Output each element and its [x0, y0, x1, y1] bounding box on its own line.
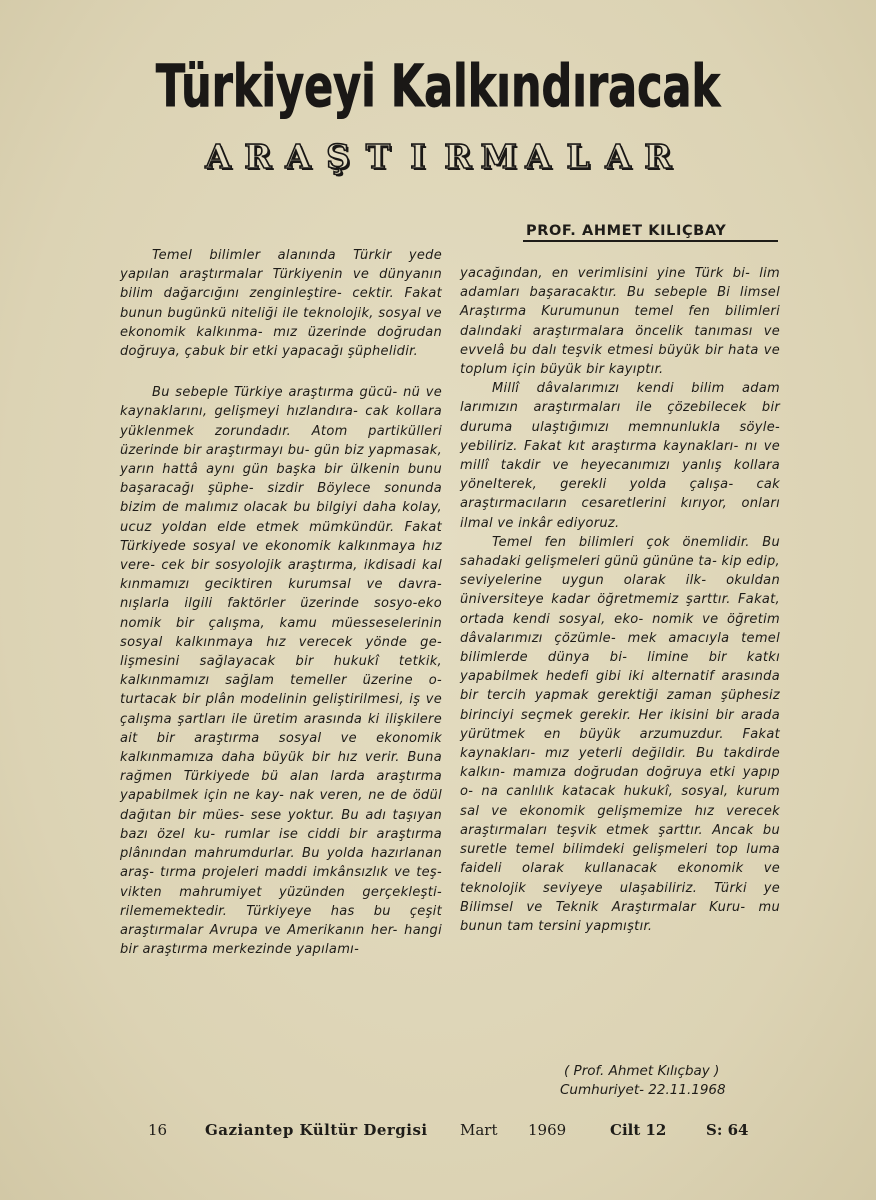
subtitle-letter: T — [361, 137, 396, 177]
issue-number: S: 64 — [706, 1121, 749, 1139]
subtitle-letter: A — [521, 137, 556, 177]
author-byline: PROF. AHMET KILIÇBAY — [526, 223, 727, 239]
subtitle-letter: M — [480, 137, 518, 176]
subtitle-letter: L — [561, 137, 596, 177]
subtitle-letter: A — [281, 137, 316, 177]
left-column — [120, 246, 442, 959]
byline-underline — [523, 240, 778, 242]
issue-month: Mart — [460, 1121, 498, 1139]
volume-number: Cilt 12 — [610, 1121, 667, 1139]
article-title: Türkiyeyi Kalkındıracak — [155, 52, 721, 120]
subtitle-letter: R — [241, 137, 276, 177]
subtitle-letter: Ş — [321, 137, 356, 177]
paragraph: yacağından, en verimlisini yine Türk bi- lim adamları başaracaktır. Bu sebeple Bi limsel Araştırma Kurumunun temel fen bilimleri dalındaki araştırmalara öncelik tanıması ve evvelâ bu dalı teşvik etmesi büyük bir hata ve toplum için büyük bir kayıptır. — [460, 266, 780, 378]
subtitle-letter: R — [641, 137, 676, 177]
signature-block — [560, 1062, 726, 1100]
paragraph: Bu sebeple Türkiye araştırma gücü- nü ve kaynaklarını, gelişmeyi hızlandıra- cak kollara yüklenmek zorundadır. Atom partikülleri üzerinde bir araştırmayı bu- gün biz yapmasak, yarın hattâ aynı gün başka bir ülkenin bunu başaracağı şüphe- sizdir Böylece sonunda bizim de malımız olacak bu bilgiyi daha kolay, ucuz yoldan elde etmek mümkündür. Fakat Türkiyede sosyal ve ekonomik kalkınmaya hız vere- cek bir sosyolojik araştırma, ikdisadi kal kınmamızı geciktiren kurumsal ve davra- nışlarla ilgili faktörler üzerinde sosyo-eko nomik bir çalışma, kamu müesseselerinin sosyal kalkınmaya hız verecek yönde ge- lişmesini sağlayacak bir hukukî tetkik, kalkınmamızı sağlam temeller üzerine o- turtacak bir plân modelinin geliştirilmesi, iş ve çalışma şartları ile üretim arasında ki ilişkilere ait bir araştırma sosyal ve ekonomik kalkınmamıza daha büyük bir hız verir. Buna rağmen Türkiyede bü alan larda araştırma yapabilmek için ne kay- nak veren, ne de ödül dağıtan bir mües- sese yoktur. Bu adı taşıyan bazı özel ku- rumlar ise ciddi bir araştırma plânından mahrumdurlar. Bu yolda hazırlanan araş- tırma projeleri maddi imkânsızlık ve teş- vikten mahrumiyet yüzünden gerçekleşti- rilememektedir. Türkiyeye has bu çeşit araştırmalar Avrupa ve Amerikanın her- hangi bir araştırma merkezinde yapılamı- — [120, 385, 442, 958]
page-number: 16 — [148, 1121, 168, 1139]
right-column — [460, 264, 780, 936]
paragraph: Temel bilimler alanında Türkir yede yapılan araştırmalar Türkiyenin ve dünyanın bilim dağarcığını zenginleştire- cektir. Fakat bunun bugünkü niteliği ile teknolojik, sosyal ve ekonomik kalkınma- mız üzerinde doğrudan doğruya, çabuk bir etki yapacağı şüphelidir. — [120, 248, 442, 360]
subtitle-letter: A — [601, 137, 636, 177]
paragraph-spacer — [120, 361, 442, 383]
subtitle-letter: I — [401, 137, 436, 177]
magazine-name: Gaziantep Kültür Dergisi — [205, 1121, 428, 1139]
subtitle-letter: R — [441, 137, 476, 177]
issue-year: 1969 — [528, 1121, 567, 1139]
signature-name: ( Prof. Ahmet Kılıçbay ) — [564, 1063, 720, 1079]
paragraph: Temel fen bilimleri çok önemlidir. Bu sahadaki gelişmeleri günü gününe ta- kip edip, seviyelerine uygun olarak ilk- okuldan üniversiteye kadar öğretmemiz şarttır. Fakat, ortada kendi sosyal, eko- nomik ve öğretim dâvalarımızı çözümle- mek amacıyla temel bilimlerde dünya bi- limine bir katkı yapabilmek hedefi gibi iki alternatif arasında bir tercih yapmak gerektiği zaman şüphesiz birinciyi seçmek gerekir. Her ikisini bir arada yürütmek en büyük arzumuzdur. Fakat kaynakları- mız yeterli değildir. Bu takdirde kalkın- mamıza doğrudan doğruya etki yapıp o- na canlılık katacak hukukî, sosyal, kurum sal ve ekonomik gelişmemize hız verecek araştırmaları teşvik etmek şarttır. Ancak bu suretle temel bilimdeki gelişmeleri top luma faideli olarak kullanacak ekonomik ve teknolojik seviyeye ulaşabiliriz. Türki ye Bilimsel ve Teknik Araştırmalar Kuru- mu bunun tam tersini yapmıştır. — [460, 534, 780, 934]
page-footer — [0, 1121, 876, 1145]
paragraph: Millî dâvalarımızı kendi bilim adam larımızın araştırmaları ile çözebilecek bir duruma ulaştığımızı memnunlukla söyle- yebiliriz. Fakat kıt araştırma kaynakları- nı ve millî takdir ve heyecanımızı yanlış kollara yöneIterek, gerekli yolda çalışa- cak araştırmacıların cesaretlerini kırıyor, onları ilmal ve inkâr ediyoruz. — [460, 381, 780, 531]
article-subtitle — [0, 137, 876, 177]
signature-source: Cumhuriyet- 22.11.1968 — [560, 1082, 726, 1098]
subtitle-letter: A — [201, 137, 236, 177]
